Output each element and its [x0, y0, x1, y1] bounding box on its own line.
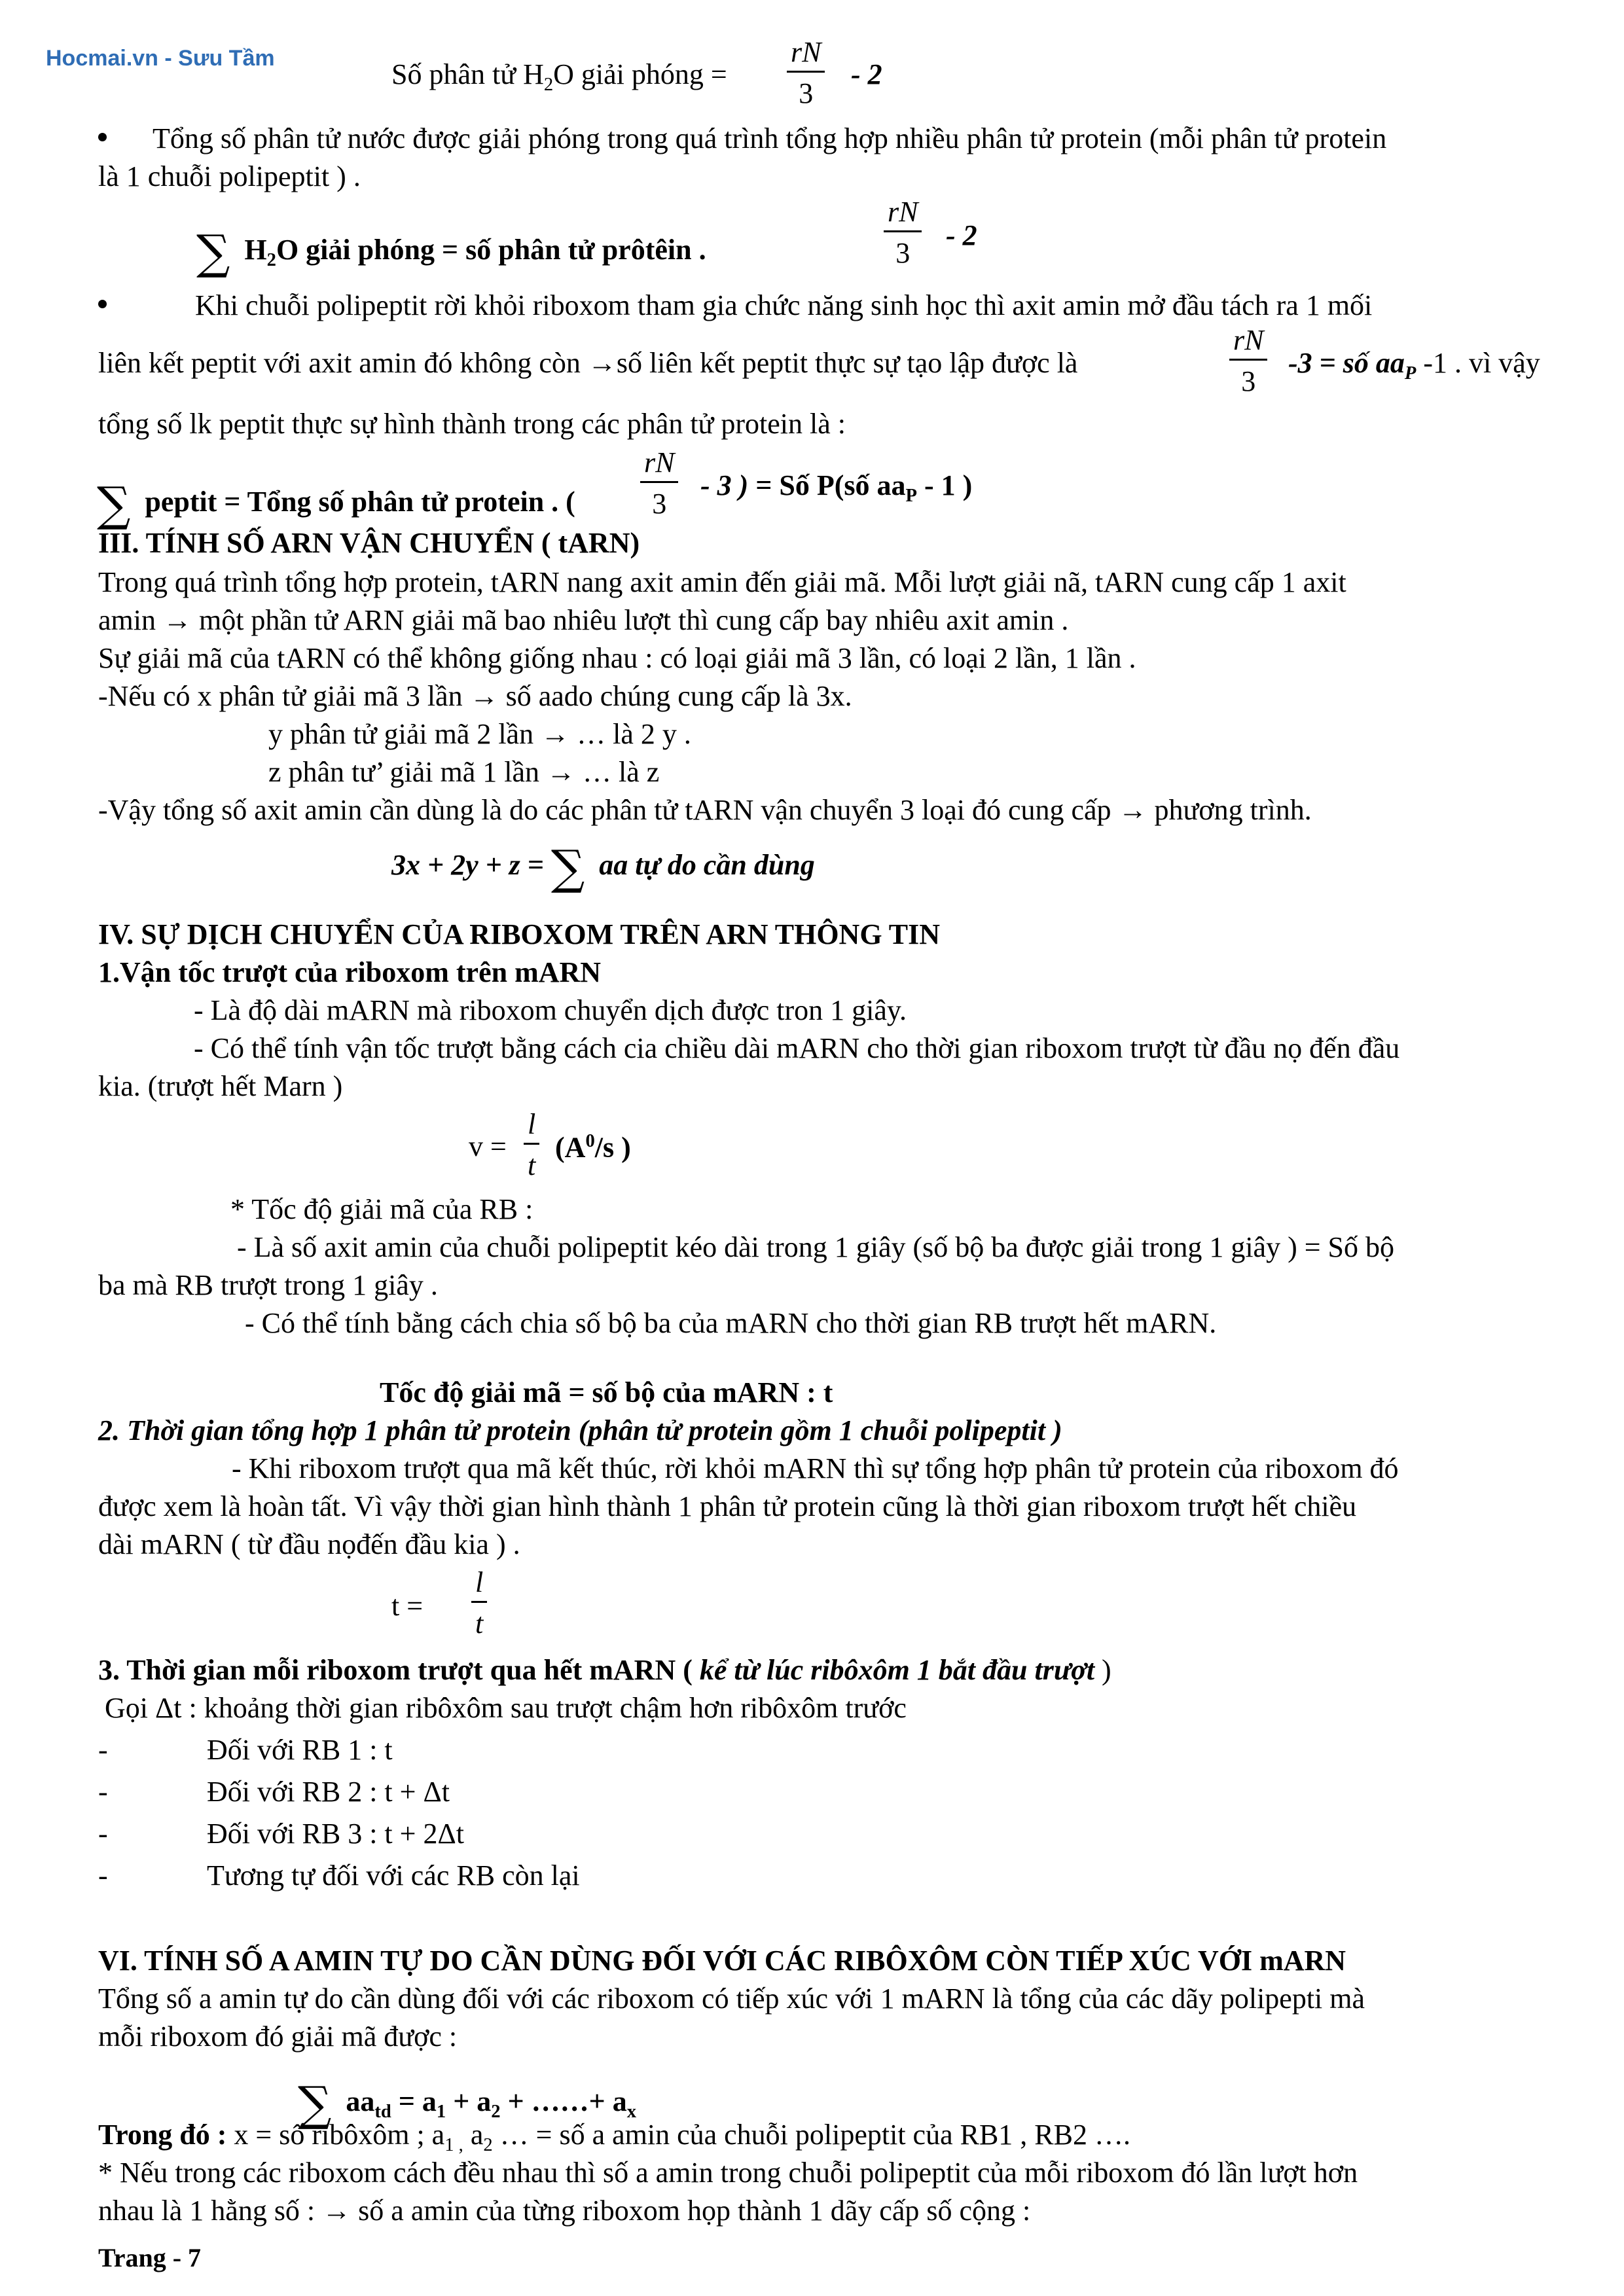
- formula-time-lhs: t =: [391, 1590, 424, 1622]
- bullet-icon: [98, 300, 107, 308]
- formula-peptit-tail: - 3 ) = Số P(số $aa_P - 1$ ): [700, 469, 973, 506]
- paragraph-line: -3 = số $aa_P$ -1 . vì vậy: [1288, 347, 1540, 384]
- paragraph-line: y phân tử giải mã 2 lần → … là 2 y .: [268, 718, 691, 750]
- paragraph-line: z phân tư’ giải mã 1 lần → … là z: [268, 756, 660, 788]
- paragraph-line: Tổng số a amin tự do cần dùng đối với các riboxom có tiếp xúc với 1 mARN là tổng của các dãy polipepti mà: [98, 1982, 1365, 2015]
- paragraph-line: * Tốc độ giải mã của RB :: [230, 1193, 533, 1225]
- formula-peptit-fraction: rN 3: [640, 448, 678, 518]
- paragraph-line: dài mARN ( từ đầu nọđến đầu kia ) .: [98, 1528, 520, 1560]
- subsection-heading: 2. Thời gian tổng hợp 1 phân tử protein (phân tử protein gồm 1 chuỗi polipeptit ): [98, 1414, 1062, 1446]
- paragraph-line: mỗi riboxom đó giải mã được :: [98, 2020, 458, 2053]
- paragraph-line: liên kết peptit với axit amin đó không còn →số liên kết peptit thực sự tạo lập được là: [98, 347, 1078, 379]
- watermark: Hocmai.vn - Sưu Tầm: [46, 46, 275, 71]
- formula-trna: 3x + 2y + z = ∑ aa tự do cần dùng: [391, 840, 815, 895]
- formula-peptit: ∑ peptit = Tổng số phân tử protein . (: [97, 476, 575, 531]
- section-heading: IV. SỰ DỊCH CHUYỂN CỦA RIBOXOM TRÊN ARN THÔNG TIN: [98, 918, 940, 950]
- list-dash: -: [98, 1776, 108, 1808]
- formula-h2o-fraction: rN 3: [787, 38, 825, 108]
- formula-velocity-unit: ($A^0/s$ ): [555, 1131, 631, 1164]
- paragraph-line: amin → một phần tử ARN giải mã bao nhiêu lượt thì cung cấp bay nhiêu axit amin .: [98, 604, 1069, 636]
- paragraph-line: kia. (trượt hết Marn ): [98, 1070, 343, 1102]
- bullet-icon: [98, 133, 107, 141]
- list-item: Đối với RB 2 : t + Δt: [207, 1776, 450, 1808]
- paragraph-line: được xem là hoàn tất. Vì vậy thời gian hình thành 1 phân tử protein cũng là thời gian riboxom trượt hết chiều: [98, 1490, 1357, 1522]
- paragraph-line: - Là số axit amin của chuỗi polipeptit kéo dài trong 1 giây (số bộ ba được giải trong 1 giây ) = Số bộ: [237, 1231, 1395, 1263]
- list-item: Đối với RB 1 : t: [207, 1734, 393, 1766]
- list-dash: -: [98, 1859, 108, 1892]
- formula-h2o-tail: - 2: [851, 58, 882, 90]
- subsection-heading: 3. Thời gian mỗi riboxom trượt qua hết mARN ( kể từ lúc ribôxôm 1 bắt đầu trượt ): [98, 1654, 1111, 1686]
- paragraph-line: Trong đó : x = số ribôxôm ; $a_{1 ,}$ $a_2$ … = số a amin của chuỗi polipeptit của RB1 , RB2 ….: [98, 2119, 1130, 2155]
- arrow-icon: →: [587, 347, 617, 379]
- formula-time-fraction: l t: [471, 1568, 487, 1638]
- formula-velocity-fraction: l t: [524, 1110, 539, 1180]
- paragraph-line: Sự giải mã của tARN có thể không giống nhau : có loại giải mã 3 lần, có loại 2 lần, 1 lần .: [98, 642, 1136, 674]
- formula-water-total: ∑ $H_2O$ giải phóng = số phân tử prôtêin .: [196, 224, 706, 279]
- paragraph-line: -Vậy tổng số axit amin cần dùng là do các phân tử tARN vận chuyển 3 loại đó cung cấp → phương trình.: [98, 794, 1312, 826]
- paragraph-line: - Có thể tính bằng cách chia số bộ ba của mARN cho thời gian RB trượt hết mARN.: [245, 1307, 1217, 1339]
- list-dash: -: [98, 1734, 108, 1766]
- paragraph-line: tổng số lk peptit thực sự hình thành trong các phân tử protein là :: [98, 408, 846, 440]
- paragraph-line: ba mà RB trượt trong 1 giây .: [98, 1269, 438, 1301]
- paragraph-line: - Khi riboxom trượt qua mã kết thúc, rời khỏi mARN thì sự tổng hợp phân tử protein của riboxom đó: [232, 1452, 1399, 1484]
- list-item: Đối với RB 3 : t + 2Δt: [207, 1818, 464, 1850]
- formula-water-tail: - 2: [946, 219, 977, 251]
- formula-velocity-lhs: v =: [469, 1130, 507, 1162]
- section-heading: III. TÍNH SỐ ARN VẬN CHUYỂN ( tARN): [98, 527, 640, 559]
- list-item: Tương tự đối với các RB còn lại: [207, 1859, 580, 1892]
- paragraph-line: * Nếu trong các riboxom cách đều nhau thì số a amin trong chuỗi polipeptit của mỗi riboxom đó lần lượt hơn: [98, 2157, 1358, 2189]
- formula-speed: Tốc độ giải mã = số bộ của mARN : t: [380, 1376, 833, 1408]
- paragraph-line: Khi chuỗi polipeptit rời khỏi riboxom tham gia chức năng sinh học thì axit amin mở đầu tách ra 1 mối: [195, 289, 1373, 321]
- list-dash: -: [98, 1818, 108, 1850]
- peptit-fraction: rN 3: [1229, 326, 1267, 396]
- paragraph-line: - Có thể tính vận tốc trượt bằng cách cia chiều dài mARN cho thời gian riboxom trượt từ đầu nọ đến đầu: [194, 1032, 1400, 1064]
- subsection-heading: 1.Vận tốc trượt của riboxom trên mARN: [98, 956, 602, 988]
- paragraph-line: - Là độ dài mARN mà riboxom chuyển dịch được tron 1 giây.: [194, 994, 907, 1026]
- paragraph-line: Tổng số phân tử nước được giải phóng trong quá trình tổng hợp nhiều phân tử protein (mỗi phân tử protein: [153, 122, 1387, 154]
- paragraph-line: Trong quá trình tổng hợp protein, tARN nang axit amin đến giải mã. Mỗi lượt giải nã, tARN cung cấp 1 axit: [98, 566, 1346, 598]
- paragraph-line: Gọi Δt : khoảng thời gian ribôxôm sau trượt chậm hơn ribôxôm trước: [105, 1692, 907, 1724]
- page-number: Trang - 7: [98, 2243, 202, 2272]
- formula-aa-total: ∑ $aa_{td} = a_1 + a_2$ + ……+ $a_x$: [298, 2076, 637, 2131]
- section-heading: VI. TÍNH SỐ A AMIN TỰ DO CẦN DÙNG ĐỐI VỚI CÁC RIBÔXÔM CÒN TIẾP XÚC VỚI mARN: [98, 1945, 1346, 1977]
- paragraph-line: -Nếu có x phân tử giải mã 3 lần → số aado chúng cung cấp là 3x.: [98, 680, 852, 712]
- paragraph-line: là 1 chuỗi polipeptit ) .: [98, 160, 361, 192]
- formula-water-fraction: rN 3: [884, 198, 922, 268]
- paragraph-line: nhau là 1 hằng số : → số a amin của từng riboxom họp thành 1 dãy cấp số cộng :: [98, 2195, 1031, 2227]
- formula-h2o-label: Số phân tử $H_2O$ giải phóng =: [391, 58, 727, 95]
